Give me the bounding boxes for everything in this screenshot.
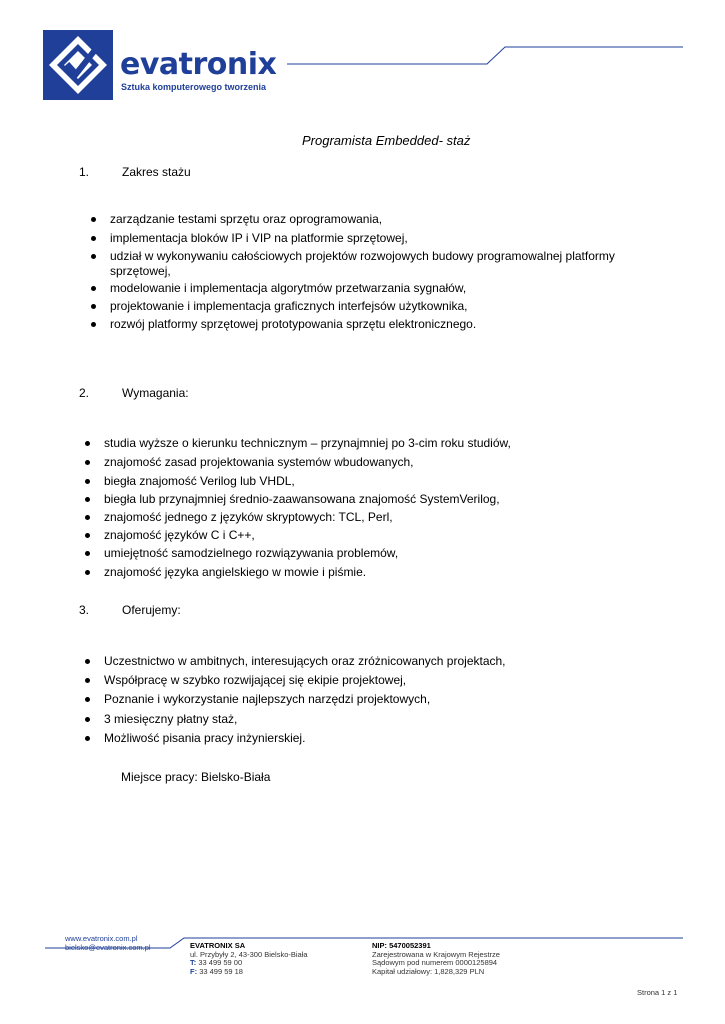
section-number: 2.: [79, 386, 90, 400]
list-item: modelowanie i implementacja algorytmów przetwarzania sygnałów,: [110, 281, 466, 296]
footer-registration: [372, 942, 500, 976]
list-item: znajomość zasad projektowania systemów wbudowanych,: [104, 455, 414, 470]
page-number: Strona 1 z 1: [637, 988, 678, 997]
section-title: Zakres stażu: [122, 165, 191, 179]
page-title: Programista Embedded- staż: [302, 133, 471, 148]
list-item: projektowanie i implementacja graficznych interfejsów użytkownika,: [110, 299, 468, 314]
brand-tagline: Sztuka komputerowego tworzenia: [121, 82, 267, 92]
list-item: Możliwość pisania pracy inżynierskiej.: [104, 731, 305, 746]
company-fax: F: 33 499 59 18: [190, 966, 243, 976]
company-capital: Kapitał udziałowy: 1,828,329 PLN: [372, 966, 485, 976]
list-item: znajomość języka angielskiego w mowie i piśmie.: [104, 565, 366, 580]
list-item: 3 miesięczny płatny staż,: [104, 712, 237, 727]
list-item: udział w wykonywaniu całościowych projektów rozwojowych budowy programowalnej platformy: [110, 249, 615, 264]
section-title: Oferujemy:: [122, 603, 181, 617]
section-title: Wymagania:: [122, 386, 189, 400]
website-link[interactable]: www.evatronix.com.pl: [65, 934, 138, 943]
registration-line: Zarejestrowana w Krajowym Rejestrze: [372, 949, 500, 959]
company-phone: T: 33 499 59 00: [190, 958, 243, 967]
list-item: biegła znajomość Verilog lub VHDL,: [104, 474, 295, 489]
footer-company: [190, 942, 308, 976]
list-item: implementacja bloków IP i VIP na platformie sprzętowej,: [110, 231, 408, 246]
list-item: umiejętność samodzielnego rozwiązywania problemów,: [104, 546, 398, 561]
section-number: 3.: [79, 603, 90, 617]
brand-name: evatronix: [120, 47, 277, 82]
logo-icon: [43, 30, 113, 100]
list-item-continuation: sprzętowej,: [110, 264, 171, 278]
workplace-text: Miejsce pracy: Bielsko-Biała: [121, 770, 271, 784]
list-item: studia wyższe o kierunku technicznym – przynajmniej po 3-cim roku studiów,: [104, 436, 511, 451]
section-number: 1.: [79, 165, 90, 179]
registration-line: Sądowym pod numerem 0000125894: [372, 958, 498, 967]
list-item: Współpracę w szybko rozwijającej się ekipie projektowej,: [104, 673, 406, 688]
footer-contact: [65, 934, 151, 952]
list-item: znajomość języków C i C++,: [104, 528, 255, 543]
list-item: znajomość jednego z języków skryptowych: TCL, Perl,: [104, 510, 393, 525]
list-item: biegła lub przynajmniej średnio-zaawansowana znajomość SystemVerilog,: [104, 492, 500, 507]
email-link[interactable]: bielsko@evatronix.com.pl: [65, 943, 151, 952]
list-item: Poznanie i wykorzystanie najlepszych narzędzi projektowych,: [104, 692, 430, 707]
company-nip: NIP: 5470052391: [372, 941, 431, 950]
company-name: EVATRONIX SA: [190, 941, 246, 950]
list-item: Uczestnictwo w ambitnych, interesujących oraz zróżnicowanych projektach,: [104, 654, 506, 669]
company-address: ul. Przybyły 2, 43-300 Bielsko-Biała: [190, 949, 308, 959]
list-item: rozwój platformy sprzętowej prototypowania sprzętu elektronicznego.: [110, 317, 476, 332]
list-item: zarządzanie testami sprzętu oraz oprogramowania,: [110, 212, 382, 227]
